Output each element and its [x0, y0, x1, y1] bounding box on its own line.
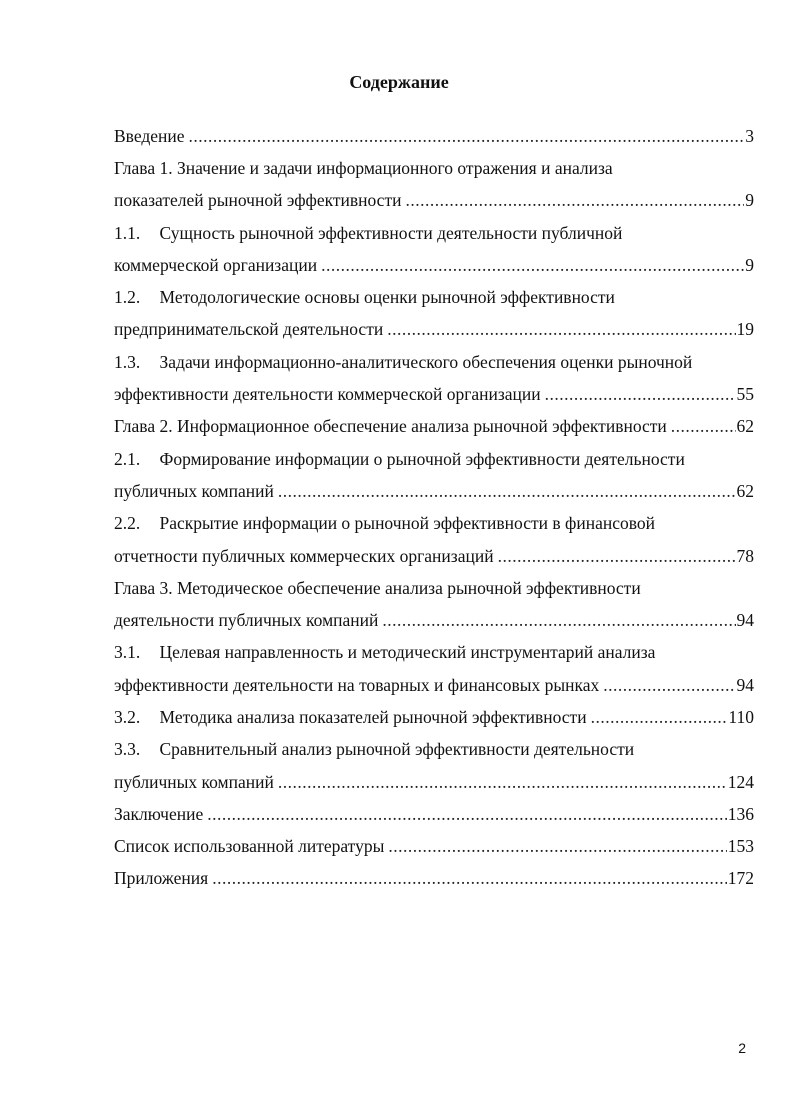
toc-entry-section-3-2 — [114, 701, 754, 733]
toc-entry-text: Введение — [114, 125, 185, 146]
dot-leader — [498, 546, 736, 567]
toc-entry-text: Список использованной литературы — [114, 836, 385, 857]
toc-entry-text: публичных компаний — [114, 480, 274, 501]
dot-leader — [388, 836, 726, 857]
toc-entry-page: 19 — [736, 319, 754, 340]
section-number: 2.1. — [114, 448, 141, 469]
toc-entry-text: Глава 3. Методическое обеспечение анализа рыночной эффективности — [114, 577, 641, 598]
toc-entry-section-1-3 — [114, 346, 754, 378]
dot-leader — [387, 319, 735, 340]
toc-entry-page: 136 — [727, 803, 754, 824]
toc-entry-text: Задачи информационно-аналитического обеспечения оценки рыночной — [159, 351, 693, 372]
toc-entry-introduction — [114, 120, 754, 152]
toc-entry-text: Сущность рыночной эффективности деятельности публичной — [159, 222, 623, 243]
toc-entry-section-1-2-cont — [114, 314, 754, 346]
toc-entry-references — [114, 831, 754, 863]
toc-entry-chapter-1-cont — [114, 185, 754, 217]
toc-entry-section-2-2 — [114, 508, 754, 540]
toc-entry-section-1-1-cont — [114, 249, 754, 281]
dot-leader — [671, 416, 736, 437]
dot-leader — [278, 481, 736, 502]
dot-leader — [603, 675, 735, 696]
section-number: 1.2. — [114, 287, 141, 308]
toc-entry-chapter-2 — [114, 411, 754, 443]
dot-leader — [405, 190, 744, 211]
toc-entry-text: эффективности деятельности на товарных и финансовых рынках — [114, 674, 600, 695]
toc-entry-text: Методологические основы оценки рыночной эффективности — [159, 287, 615, 308]
section-number: 3.3. — [114, 739, 141, 760]
dot-leader — [591, 707, 728, 728]
toc-entry-text: отчетности публичных коммерческих организаций — [114, 545, 494, 566]
toc-entry-conclusion — [114, 798, 754, 830]
table-of-contents — [114, 120, 754, 895]
toc-entry-chapter-1 — [114, 152, 754, 184]
toc-entry-text: Приложения — [114, 868, 209, 889]
toc-entry-text: Сравнительный анализ рыночной эффективности деятельности — [159, 739, 635, 760]
toc-entry-page: 9 — [745, 254, 754, 275]
toc-entry-appendices — [114, 863, 754, 895]
toc-entry-text: эффективности деятельности коммерческой организации — [114, 384, 541, 405]
toc-entry-text: Целевая направленность и методический инструментарий анализа — [159, 642, 656, 663]
toc-entry-section-2-1-cont — [114, 475, 754, 507]
dot-leader — [321, 255, 744, 276]
toc-entry-page: 9 — [745, 190, 754, 211]
section-number: 3.1. — [114, 642, 141, 663]
toc-entry-page: 62 — [736, 480, 754, 501]
toc-entry-text: Методика анализа показателей рыночной эффективности — [159, 706, 587, 727]
toc-entry-page: 153 — [727, 836, 754, 857]
toc-entry-page: 94 — [736, 674, 754, 695]
dot-leader — [278, 772, 727, 793]
toc-entry-text: деятельности публичных компаний — [114, 610, 379, 631]
toc-entry-text: Формирование информации о рыночной эффективности деятельности — [159, 448, 685, 469]
section-number: 2.2. — [114, 513, 141, 534]
toc-entry-page: 3 — [745, 125, 754, 146]
toc-entry-section-3-3 — [114, 734, 754, 766]
toc-entry-section-2-1 — [114, 443, 754, 475]
toc-entry-section-3-1 — [114, 637, 754, 669]
section-number: 3.2. — [114, 706, 141, 727]
toc-entry-section-3-3-cont — [114, 766, 754, 798]
page-title: Содержание — [349, 72, 449, 92]
toc-entry-section-1-2 — [114, 281, 754, 313]
toc-entry-section-3-1-cont — [114, 669, 754, 701]
toc-entry-page: 124 — [727, 771, 754, 792]
toc-entry-page: 55 — [736, 384, 754, 405]
toc-entry-page: 94 — [736, 610, 754, 631]
toc-entry-text: коммерческой организации — [114, 254, 318, 275]
toc-entry-chapter-3-cont — [114, 604, 754, 636]
dot-leader — [382, 610, 735, 631]
dot-leader — [545, 384, 736, 405]
toc-entry-text: показателей рыночной эффективности — [114, 190, 402, 211]
toc-entry-page: 172 — [727, 868, 754, 889]
toc-entry-chapter-3 — [114, 572, 754, 604]
toc-entry-page: 110 — [728, 706, 754, 727]
toc-entry-text: публичных компаний — [114, 771, 274, 792]
dot-leader — [212, 868, 727, 889]
toc-entry-text: Раскрытие информации о рыночной эффективности в финансовой — [159, 513, 656, 534]
toc-entry-text: предпринимательской деятельности — [114, 319, 384, 340]
toc-entry-page: 78 — [736, 545, 754, 566]
toc-entry-section-1-3-cont — [114, 378, 754, 410]
section-number: 1.1. — [114, 222, 141, 243]
toc-entry-section-2-2-cont — [114, 540, 754, 572]
toc-entry-text: Глава 1. Значение и задачи информационного отражения и анализа — [114, 157, 613, 178]
page-number: 2 — [738, 1040, 746, 1056]
toc-entry-section-1-1 — [114, 217, 754, 249]
toc-entry-text: Заключение — [114, 803, 204, 824]
section-number: 1.3. — [114, 351, 141, 372]
dot-leader — [207, 804, 727, 825]
dot-leader — [189, 126, 745, 147]
toc-entry-text: Глава 2. Информационное обеспечение анализа рыночной эффективности — [114, 416, 667, 437]
toc-entry-page: 62 — [736, 416, 754, 437]
